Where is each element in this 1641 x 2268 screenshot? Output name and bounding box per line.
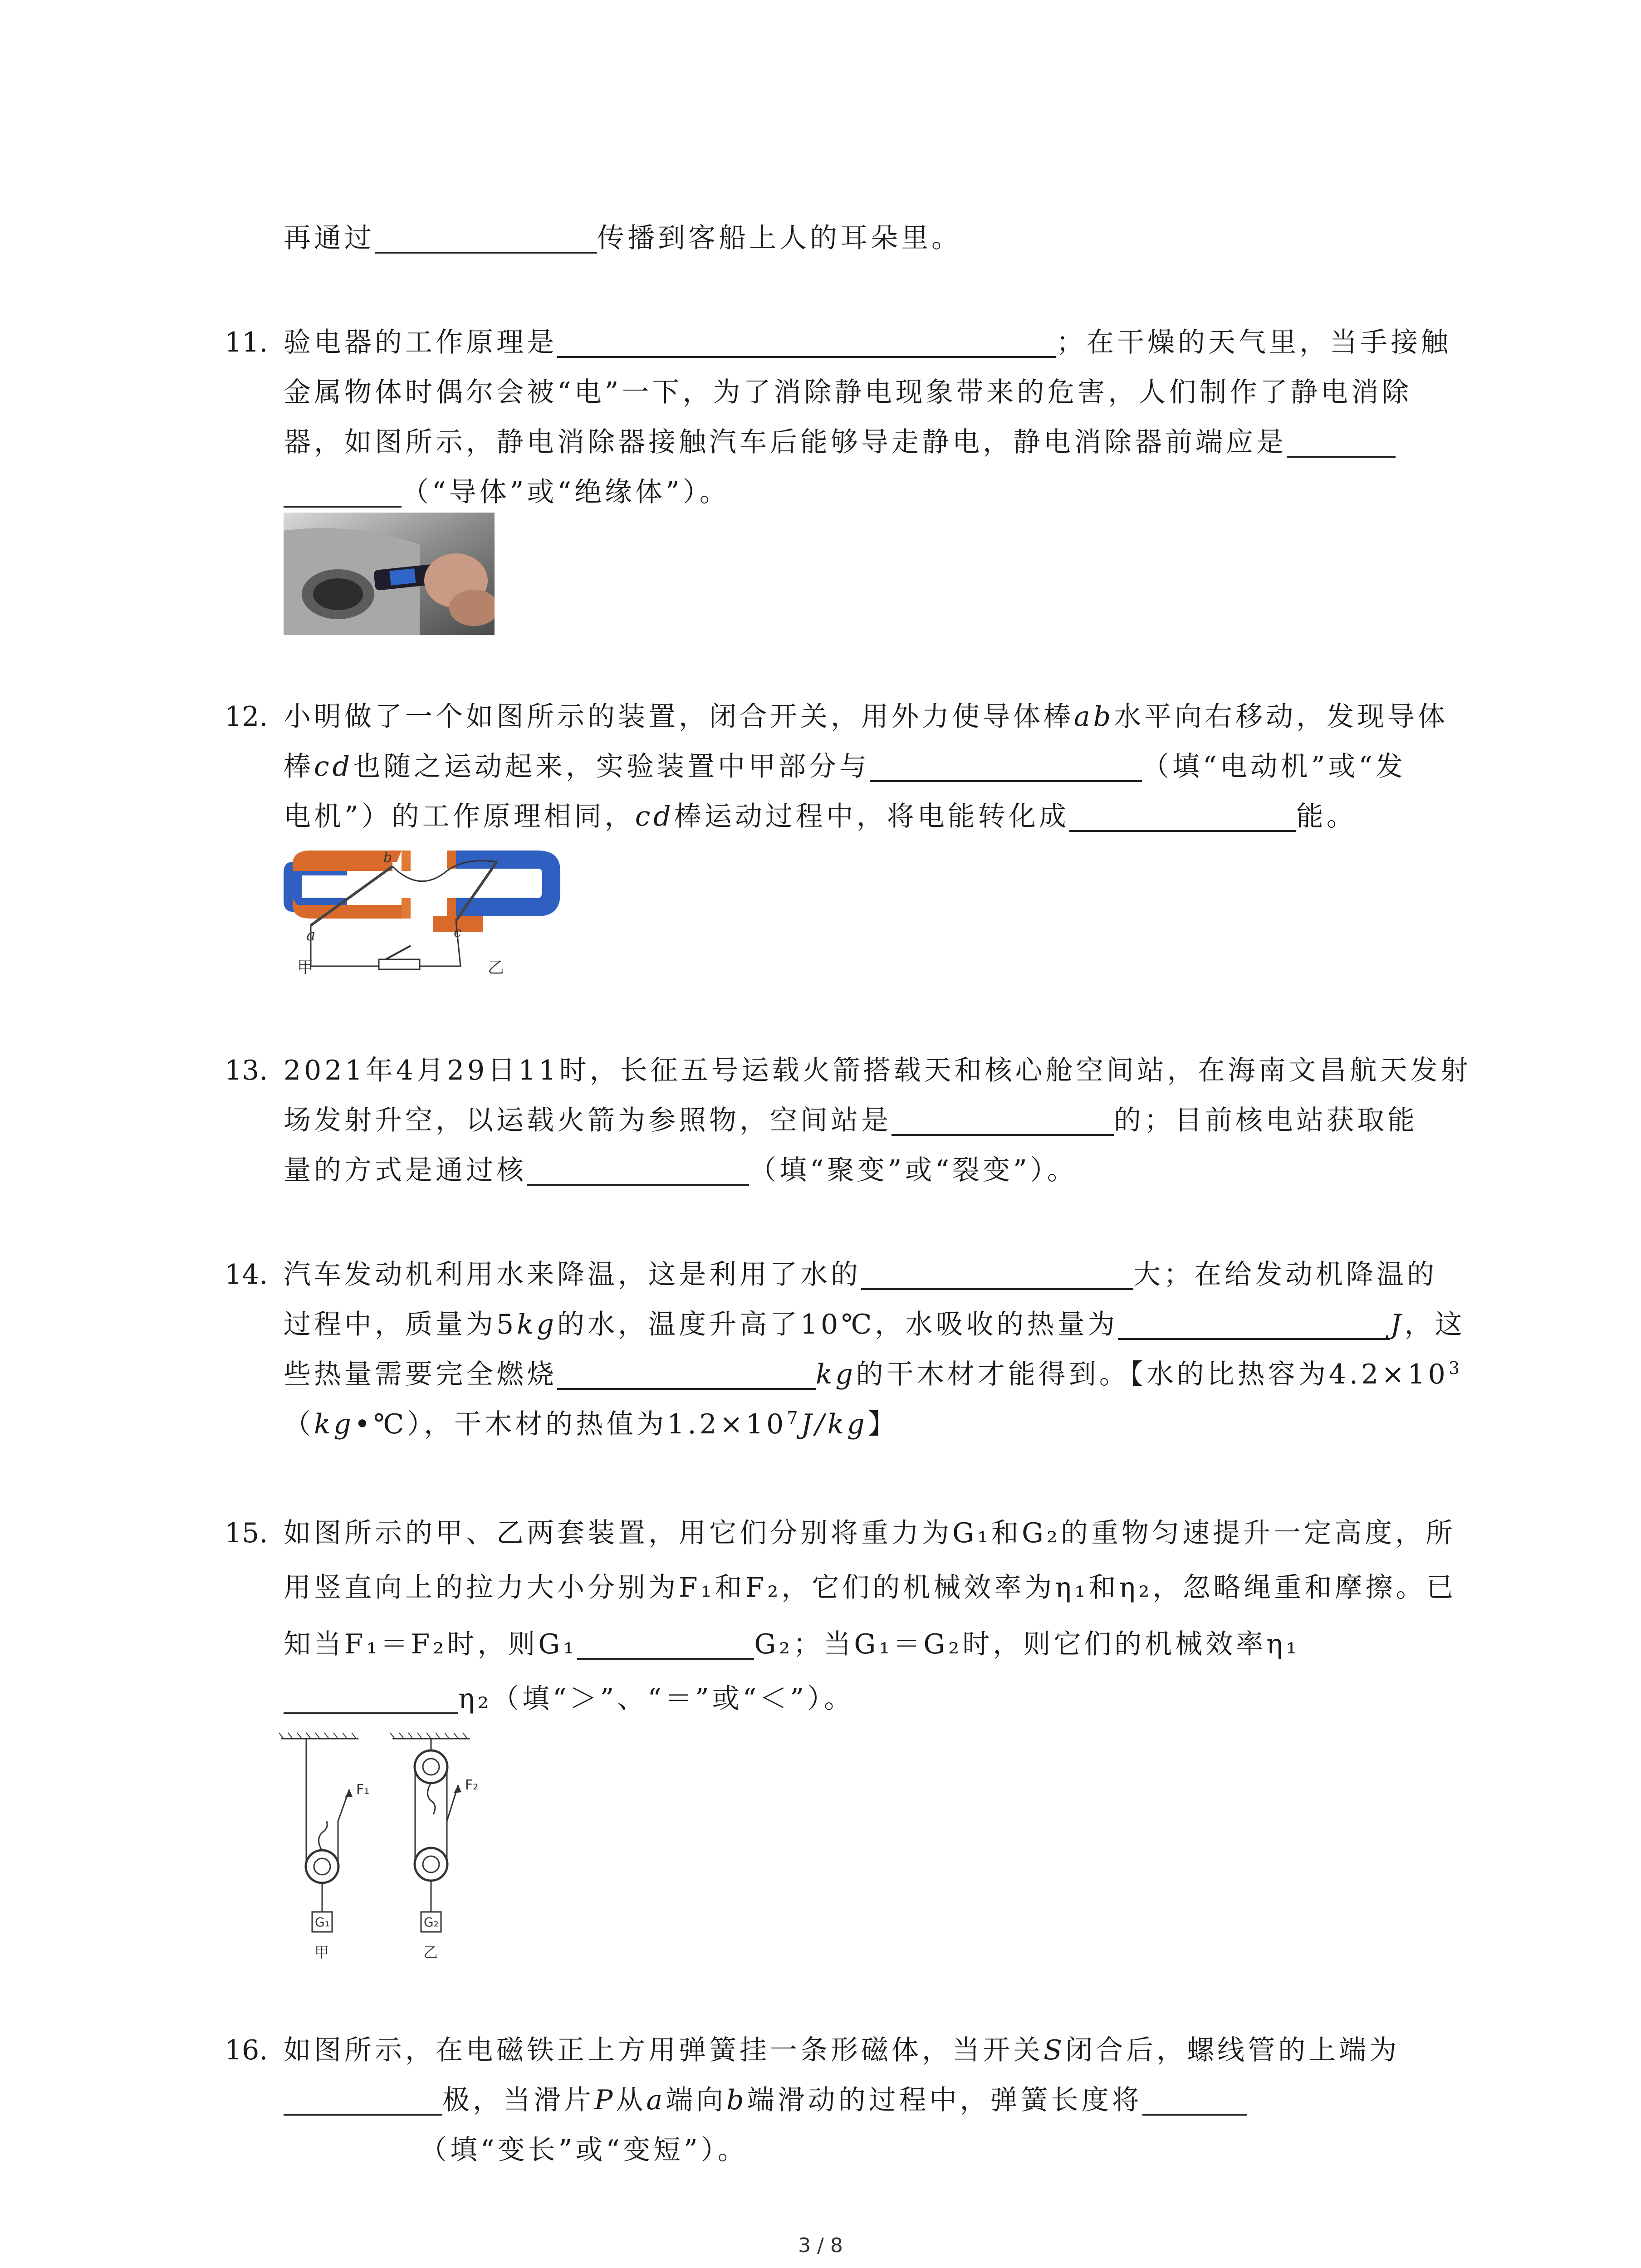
text-line: 再通过 传播到客船上人的耳朵里。	[284, 213, 962, 263]
text-line: 器，如图所示，静电消除器接触汽车后能够导走静电，静电消除器前端应是	[284, 417, 1396, 467]
text-line: 过程中，质量为5kg的水，温度升高了10℃，水吸收的热量为 J，这	[284, 1300, 1465, 1349]
svg-text:甲: 甲	[297, 958, 314, 977]
svg-text:乙: 乙	[423, 1944, 438, 1961]
text-line: （kg•℃），干木材的热值为$1.2\times 10^7J/kg$】	[284, 1408, 898, 1440]
answer-blank[interactable]	[284, 1679, 458, 1714]
svg-text:F₂: F₂	[465, 1777, 479, 1793]
answer-blank[interactable]	[870, 747, 1142, 782]
svg-text:甲: 甲	[314, 1944, 329, 1961]
answer-blank[interactable]	[284, 472, 402, 508]
text-line: 14. 汽车发动机利用水来降温，这是利用了水的 大；在给发动机降温的	[225, 1250, 1437, 1300]
answer-blank[interactable]	[375, 218, 597, 254]
text-line: 量的方式是通过核 （填“聚变”或“裂变”）。	[284, 1145, 1078, 1195]
page-number: 3 / 8	[798, 2234, 843, 2257]
text-line: 13. 2021年4月29日11时，长征五号运载火箭搭载天和核心舱空间站，在海南文昌航天发射	[225, 1055, 1471, 1086]
answer-blank[interactable]	[1142, 2080, 1247, 2116]
text-line: 金属物体时偶尔会被“电”一下，为了消除静电现象带来的危害，人们制作了静电消除	[284, 376, 1412, 408]
text-line: 知当F₁＝F₂时，则G₁ G₂；当G₁＝G₂时，则它们的机械效率η₁	[284, 1619, 1300, 1669]
static-eliminator-photo	[284, 513, 495, 635]
answer-blank[interactable]	[861, 1255, 1133, 1290]
text-line: η₂（填“＞”、“＝”或“＜”）。	[284, 1674, 854, 1724]
answer-blank[interactable]	[577, 1624, 754, 1660]
answer-blank[interactable]	[1118, 1305, 1390, 1340]
answer-blank[interactable]	[892, 1100, 1114, 1136]
text-line: 15. 如图所示的甲、乙两套装置，用它们分别将重力为G₁和G₂的重物匀速提升一定高度，所	[225, 1517, 1456, 1549]
text-line: 极，当滑片P从a端向b端滑动的过程中，弹簧长度将	[284, 2075, 1247, 2125]
answer-blank[interactable]	[284, 2080, 442, 2116]
text-line: 11. 验电器的工作原理是 ；在干燥的天气里，当手接触	[225, 318, 1451, 367]
svg-text:c: c	[454, 924, 461, 940]
answer-blank[interactable]	[557, 1354, 816, 1390]
generator-motor-diagram	[284, 844, 574, 980]
answer-blank[interactable]	[1287, 422, 1396, 458]
text-line: 棒cd也随之运动起来，实验装置中甲部分与 （填“电动机”或“发	[284, 742, 1406, 792]
answer-blank[interactable]	[1069, 797, 1296, 832]
text-line: 些热量需要完全燃烧 kg的干木材才能得到。【水的比热容为$4.2\times 10^3$	[284, 1349, 1463, 1399]
svg-text:G₁: G₁	[315, 1915, 330, 1930]
text-line: 12. 小明做了一个如图所示的装置，闭合开关，用外力使导体棒ab水平向右移动，发现导体	[225, 701, 1449, 733]
svg-text:b: b	[383, 850, 392, 865]
text-line: （“导体”或“绝缘体”）。	[284, 467, 730, 517]
text-line: 电机”）的工作原理相同，cd棒运动过程中，将电能转化成 能。	[284, 792, 1357, 841]
pulley-diagram	[279, 1730, 515, 1994]
text-line: （填“变长”或“变短”）。	[420, 2134, 748, 2166]
svg-text:a: a	[306, 926, 316, 944]
svg-text:G₂: G₂	[424, 1915, 439, 1930]
text-line: 用竖直向上的拉力大小分别为F₁和F₂，它们的机械效率为η₁和η₂，忽略绳重和摩擦。已	[284, 1572, 1457, 1603]
answer-blank[interactable]	[527, 1150, 749, 1186]
svg-text:乙: 乙	[488, 958, 505, 977]
text-line: 16. 如图所示，在电磁铁正上方用弹簧挂一条形磁体，当开关S闭合后，螺线管的上端为	[225, 2034, 1400, 2066]
answer-blank[interactable]	[557, 323, 1056, 358]
text-line: 场发射升空，以运载火箭为参照物，空间站是 的；目前核电站获取能	[284, 1095, 1418, 1145]
svg-text:F₁: F₁	[356, 1782, 370, 1798]
